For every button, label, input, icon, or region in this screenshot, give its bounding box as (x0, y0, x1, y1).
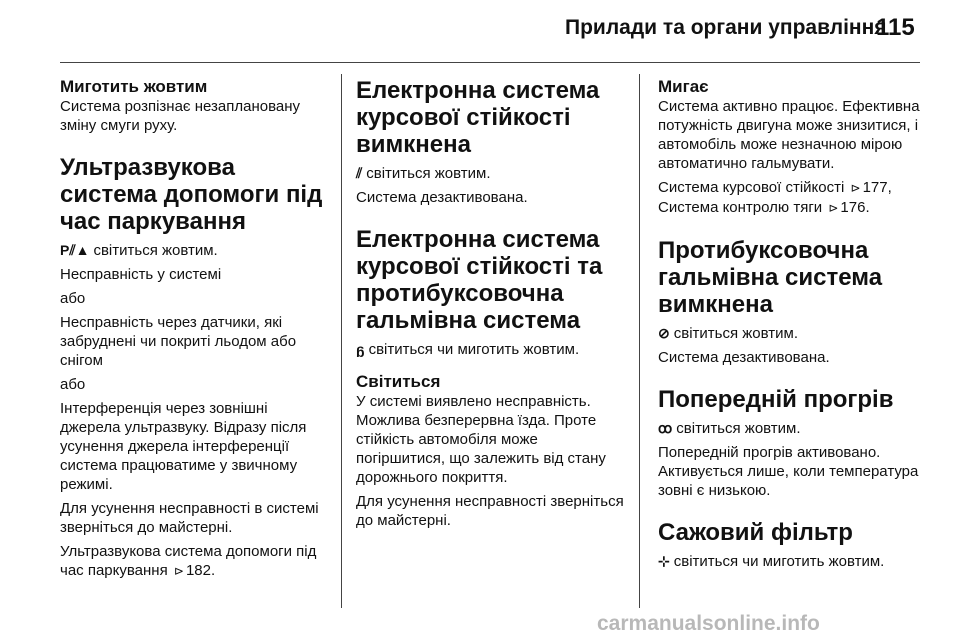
paragraph: Несправність у системі (60, 266, 222, 283)
esc-off-indicator-text: світиться жовтим. (366, 165, 491, 182)
page-number: 115 (876, 14, 915, 41)
cross-reference (60, 542, 330, 581)
esc-off-indicator-line (356, 164, 626, 183)
parking-assist-icon: P⫽▲ (60, 242, 90, 258)
page-ref-number: 182. (185, 562, 216, 579)
heading-preheat: Попередній прогрів (658, 386, 894, 413)
esc-off-icon: ⫽ (356, 165, 363, 181)
heading-soot-filter: Сажовий фільтр (658, 519, 853, 546)
esc-indicator-line (356, 340, 626, 359)
paragraph: Для усунення несправності в системі зверніться до майстерні. (60, 500, 319, 536)
page-ref-icon: ⊳ (850, 181, 861, 195)
subheading-lit: Світиться (356, 372, 441, 391)
paragraph: або (60, 376, 86, 393)
esc-icon: ᵷ (356, 341, 365, 357)
preheat-indicator-text: світиться жовтим. (676, 420, 801, 437)
traction-off-indicator-line (658, 324, 928, 343)
parking-indicator-text: світиться жовтим. (93, 242, 218, 259)
page-ref-number: 177, (862, 179, 892, 196)
soot-filter-indicator-line (658, 552, 928, 571)
column-2 (356, 77, 626, 535)
esc-indicator-text: світиться чи миготить жовтим. (368, 341, 580, 358)
column-3 (658, 77, 928, 576)
header-divider (60, 62, 920, 63)
paragraph: Попередній прогрів активовано. Активується лише, коли температура зовні є низькою. (658, 444, 919, 499)
paragraph: Інтерференція через зовнішні джерела ультразвуку. Відразу після усунення джерела інтерференції система працюватиме у звичному режимі. (60, 400, 307, 493)
paragraph: Система розпізнає незаплановану зміну смуги руху. (60, 98, 301, 134)
page-ref-icon: ⊳ (828, 201, 839, 215)
paragraph: Несправність через датчики, які забруднені чи покриті льодом або снігом (60, 314, 297, 369)
traction-control-off-icon: ⊘ (658, 325, 670, 341)
column-divider-1 (341, 74, 342, 608)
cross-reference-text: Система курсової стійкості (658, 179, 845, 196)
parking-indicator-line (60, 241, 330, 260)
paragraph: У системі виявлено несправність. Можлива безперервна їзда. Проте стійкість автомобіля може погіршитися, що залежить від стану дорожнього покриття. (356, 393, 606, 486)
paragraph: або (60, 290, 86, 307)
preheat-icon: ꝏ (658, 420, 673, 436)
paragraph: Система дезактивована. (658, 349, 830, 366)
page-ref-icon: ⊳ (173, 564, 184, 578)
column-1 (60, 77, 330, 586)
page-ref-number: 176. (840, 199, 870, 216)
subheading-blinks: Мигає (658, 77, 709, 96)
heading-esc-and-traction: Електронна система курсової стійкості та протибуксовочна гальмівна система (356, 226, 603, 334)
watermark: carmanualsonline.info (597, 612, 820, 635)
heading-traction-off: Протибуксовочна гальмівна система вимкнена (658, 237, 883, 318)
cross-reference-text: Система контролю тяги (658, 199, 823, 216)
page-header (0, 0, 960, 62)
page-title: Прилади та органи управління (565, 16, 887, 39)
heading-esc-off: Електронна система курсової стійкості вимкнена (356, 77, 600, 158)
paragraph: Система активно працює. Ефективна потужність двигуна може знизитися, і автомобіль може незначною мірою автоматично гальмувати. (658, 98, 920, 172)
cross-references (658, 178, 928, 218)
traction-off-indicator-text: світиться жовтим. (673, 325, 799, 342)
subheading-blinks-yellow: Миготить жовтим (60, 77, 208, 96)
soot-filter-indicator-text: світиться чи миготить жовтим. (673, 553, 885, 570)
preheat-indicator-line (658, 419, 928, 438)
paragraph: Система дезактивована. (356, 189, 528, 206)
soot-filter-icon: ⊹ (658, 553, 670, 569)
heading-parking-assist: Ультразвукова система допомоги під час паркування (60, 154, 323, 235)
column-divider-2 (639, 74, 640, 608)
paragraph: Для усунення несправності зверніться до майстерні. (356, 493, 624, 529)
cross-reference-text: Ультразвукова система допомоги під час паркування (60, 543, 317, 579)
